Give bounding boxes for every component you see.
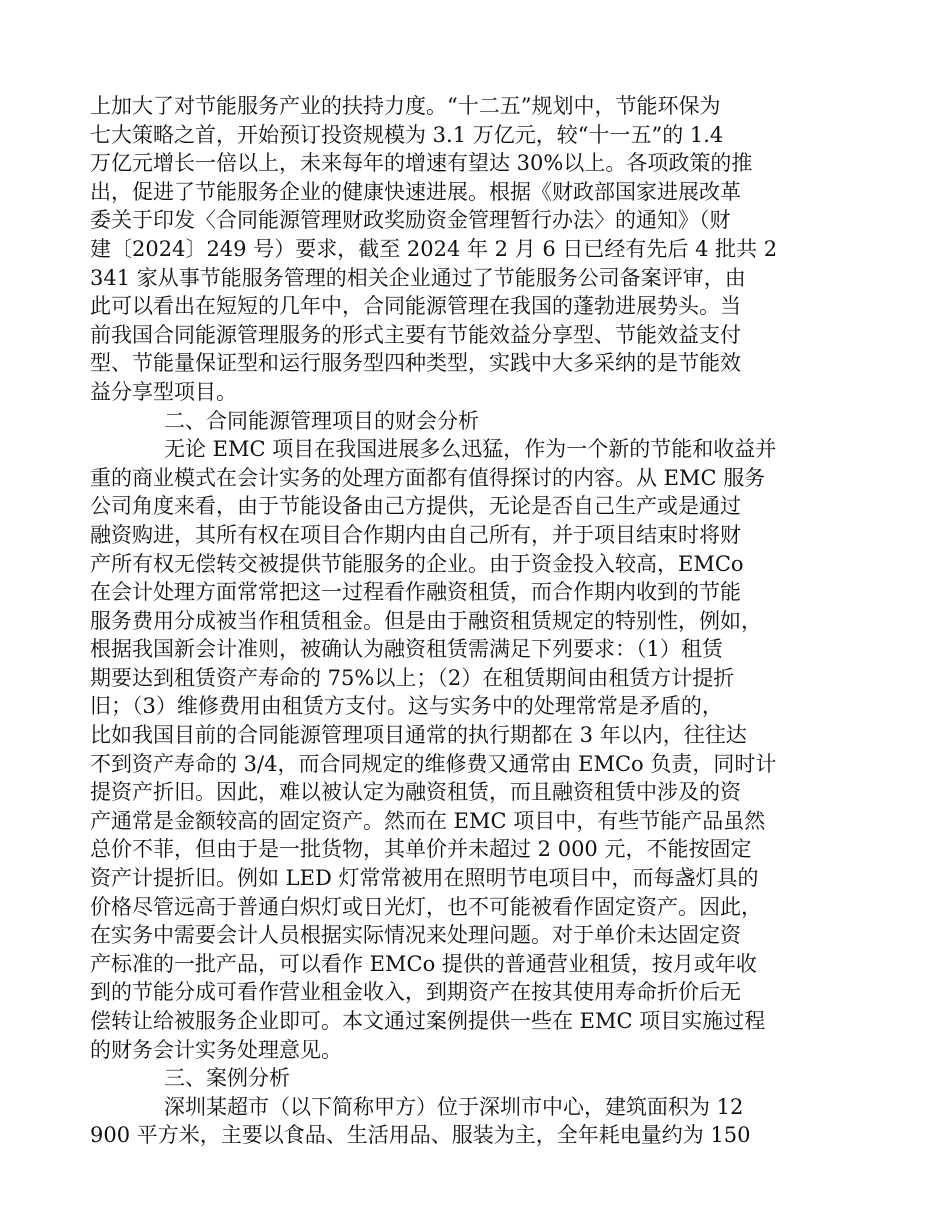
section-heading: 二、合同能源管理项目的财会分析	[164, 408, 479, 433]
text-line: 深圳某超市（以下简称甲方）位于深圳市中心，建筑面积为 12	[164, 1094, 744, 1119]
text-line: 前我国合同能源管理服务的形式主要有节能效益分享型、节能效益支付	[90, 322, 741, 347]
text-line: 提资产折旧。因此，难以被认定为融资租赁，而且融资租赁中涉及的资	[90, 780, 741, 805]
text-line: 旧；（3）维修费用由租赁方支付。这与实务中的处理常常是矛盾的，	[90, 694, 723, 719]
text-line: 到的节能分成可看作营业租金收入，到期资产在按其使用寿命折价后无	[90, 980, 741, 1005]
text-line: 建〔2024〕249 号）要求，截至 2024 年 2 月 6 日已经有先后 4 批共 2	[90, 236, 778, 261]
text-line: 比如我国目前的合同能源管理项目通常的执行期都在 3 年以内，往往达	[90, 723, 747, 748]
text-line: 出，促进了节能服务企业的健康快速进展。根据《财政部国家进展改革	[90, 179, 741, 204]
text-line: 根据我国新会计准则，被确认为融资租赁需满足下列要求：（1）租赁	[90, 637, 723, 662]
text-line: 融资购进，其所有权在项目合作期内由自己所有，并于项目结束时将财	[90, 522, 741, 547]
text-line: 型、节能量保证型和运行服务型四种类型，实践中大多采纳的是节能效	[90, 351, 741, 376]
text-line: 期要达到租赁资产寿命的 75%以上；（2）在租赁期间由租赁方计提折	[90, 665, 735, 690]
text-line: 公司角度来看，由于节能设备由己方提供，无论是否自己生产或是通过	[90, 494, 741, 519]
text-line: 上加大了对节能服务产业的扶持力度。“十二五”规划中，节能环保为	[90, 94, 721, 118]
text-line: 不到资产寿命的 3/4，而合同规定的维修费又通常由 EMCo 负责，同时计	[90, 751, 777, 776]
text-line: 万亿元增长一倍以上，未来每年的增速有望达 30%以上。各项政策的推	[90, 151, 753, 176]
text-line: 在实务中需要会计人员根据实际情况来处理问题。对于单价未达固定资	[90, 923, 741, 948]
text-line: 此可以看出在短短的几年中，合同能源管理在我国的蓬勃进展势头。当	[90, 294, 741, 319]
text-line: 委关于印发〈合同能源管理财政奖励资金管理暂行办法〉的通知》（财	[90, 208, 731, 233]
text-line: 总价不菲，但由于是一批货物，其单价并未超过 2 000 元，不能按固定	[90, 837, 752, 862]
text-line: 341 家从事节能服务管理的相关企业通过了节能服务公司备案评审，由	[90, 265, 746, 290]
text-line: 益分享型项目。	[90, 379, 237, 404]
text-line: 900 平方米，主要以食品、生活用品、服装为主，全年耗电量约为 150	[90, 1123, 751, 1148]
text-line: 价格尽管远高于普通白炽灯或日光灯，也不可能被看作固定资产。因此，	[90, 894, 762, 919]
text-line: 偿转让给被服务企业即可。本文通过案例提供一些在 EMC 项目实施过程	[90, 1009, 766, 1033]
text-line: 产通常是金额较高的固定资产。然而在 EMC 项目中，有些节能产品虽然	[90, 808, 766, 833]
text-line: 重的商业模式在会计实务的处理方面都有值得探讨的内容。从 EMC 服务	[90, 465, 766, 490]
text-line: 服务费用分成被当作租赁租金。但是由于融资租赁规定的特别性，例如，	[90, 608, 762, 633]
text-line: 产所有权无偿转交被提供节能服务的企业。由于资金投入较高，EMCo	[90, 551, 744, 576]
text-line: 产标准的一批产品，可以看作 EMCo 提供的普通营业租赁，按月或年收	[90, 951, 757, 976]
text-line: 在会计处理方面常常把这一过程看作融资租赁，而合作期内收到的节能	[90, 580, 741, 605]
section-heading: 三、案例分析	[164, 1066, 290, 1091]
document-page	[90, 92, 860, 1150]
text-line: 资产计提折旧。例如 LED 灯常常被用在照明节电项目中，而每盏灯具的	[90, 866, 759, 891]
text-line: 的财务会计实务处理意见。	[90, 1037, 342, 1062]
text-line: 无论 EMC 项目在我国进展多么迅猛，作为一个新的节能和收益并	[164, 437, 777, 462]
text-line: 七大策略之首，开始预订投资规模为 3.1 万亿元，较“十一五”的 1.4	[90, 122, 724, 147]
